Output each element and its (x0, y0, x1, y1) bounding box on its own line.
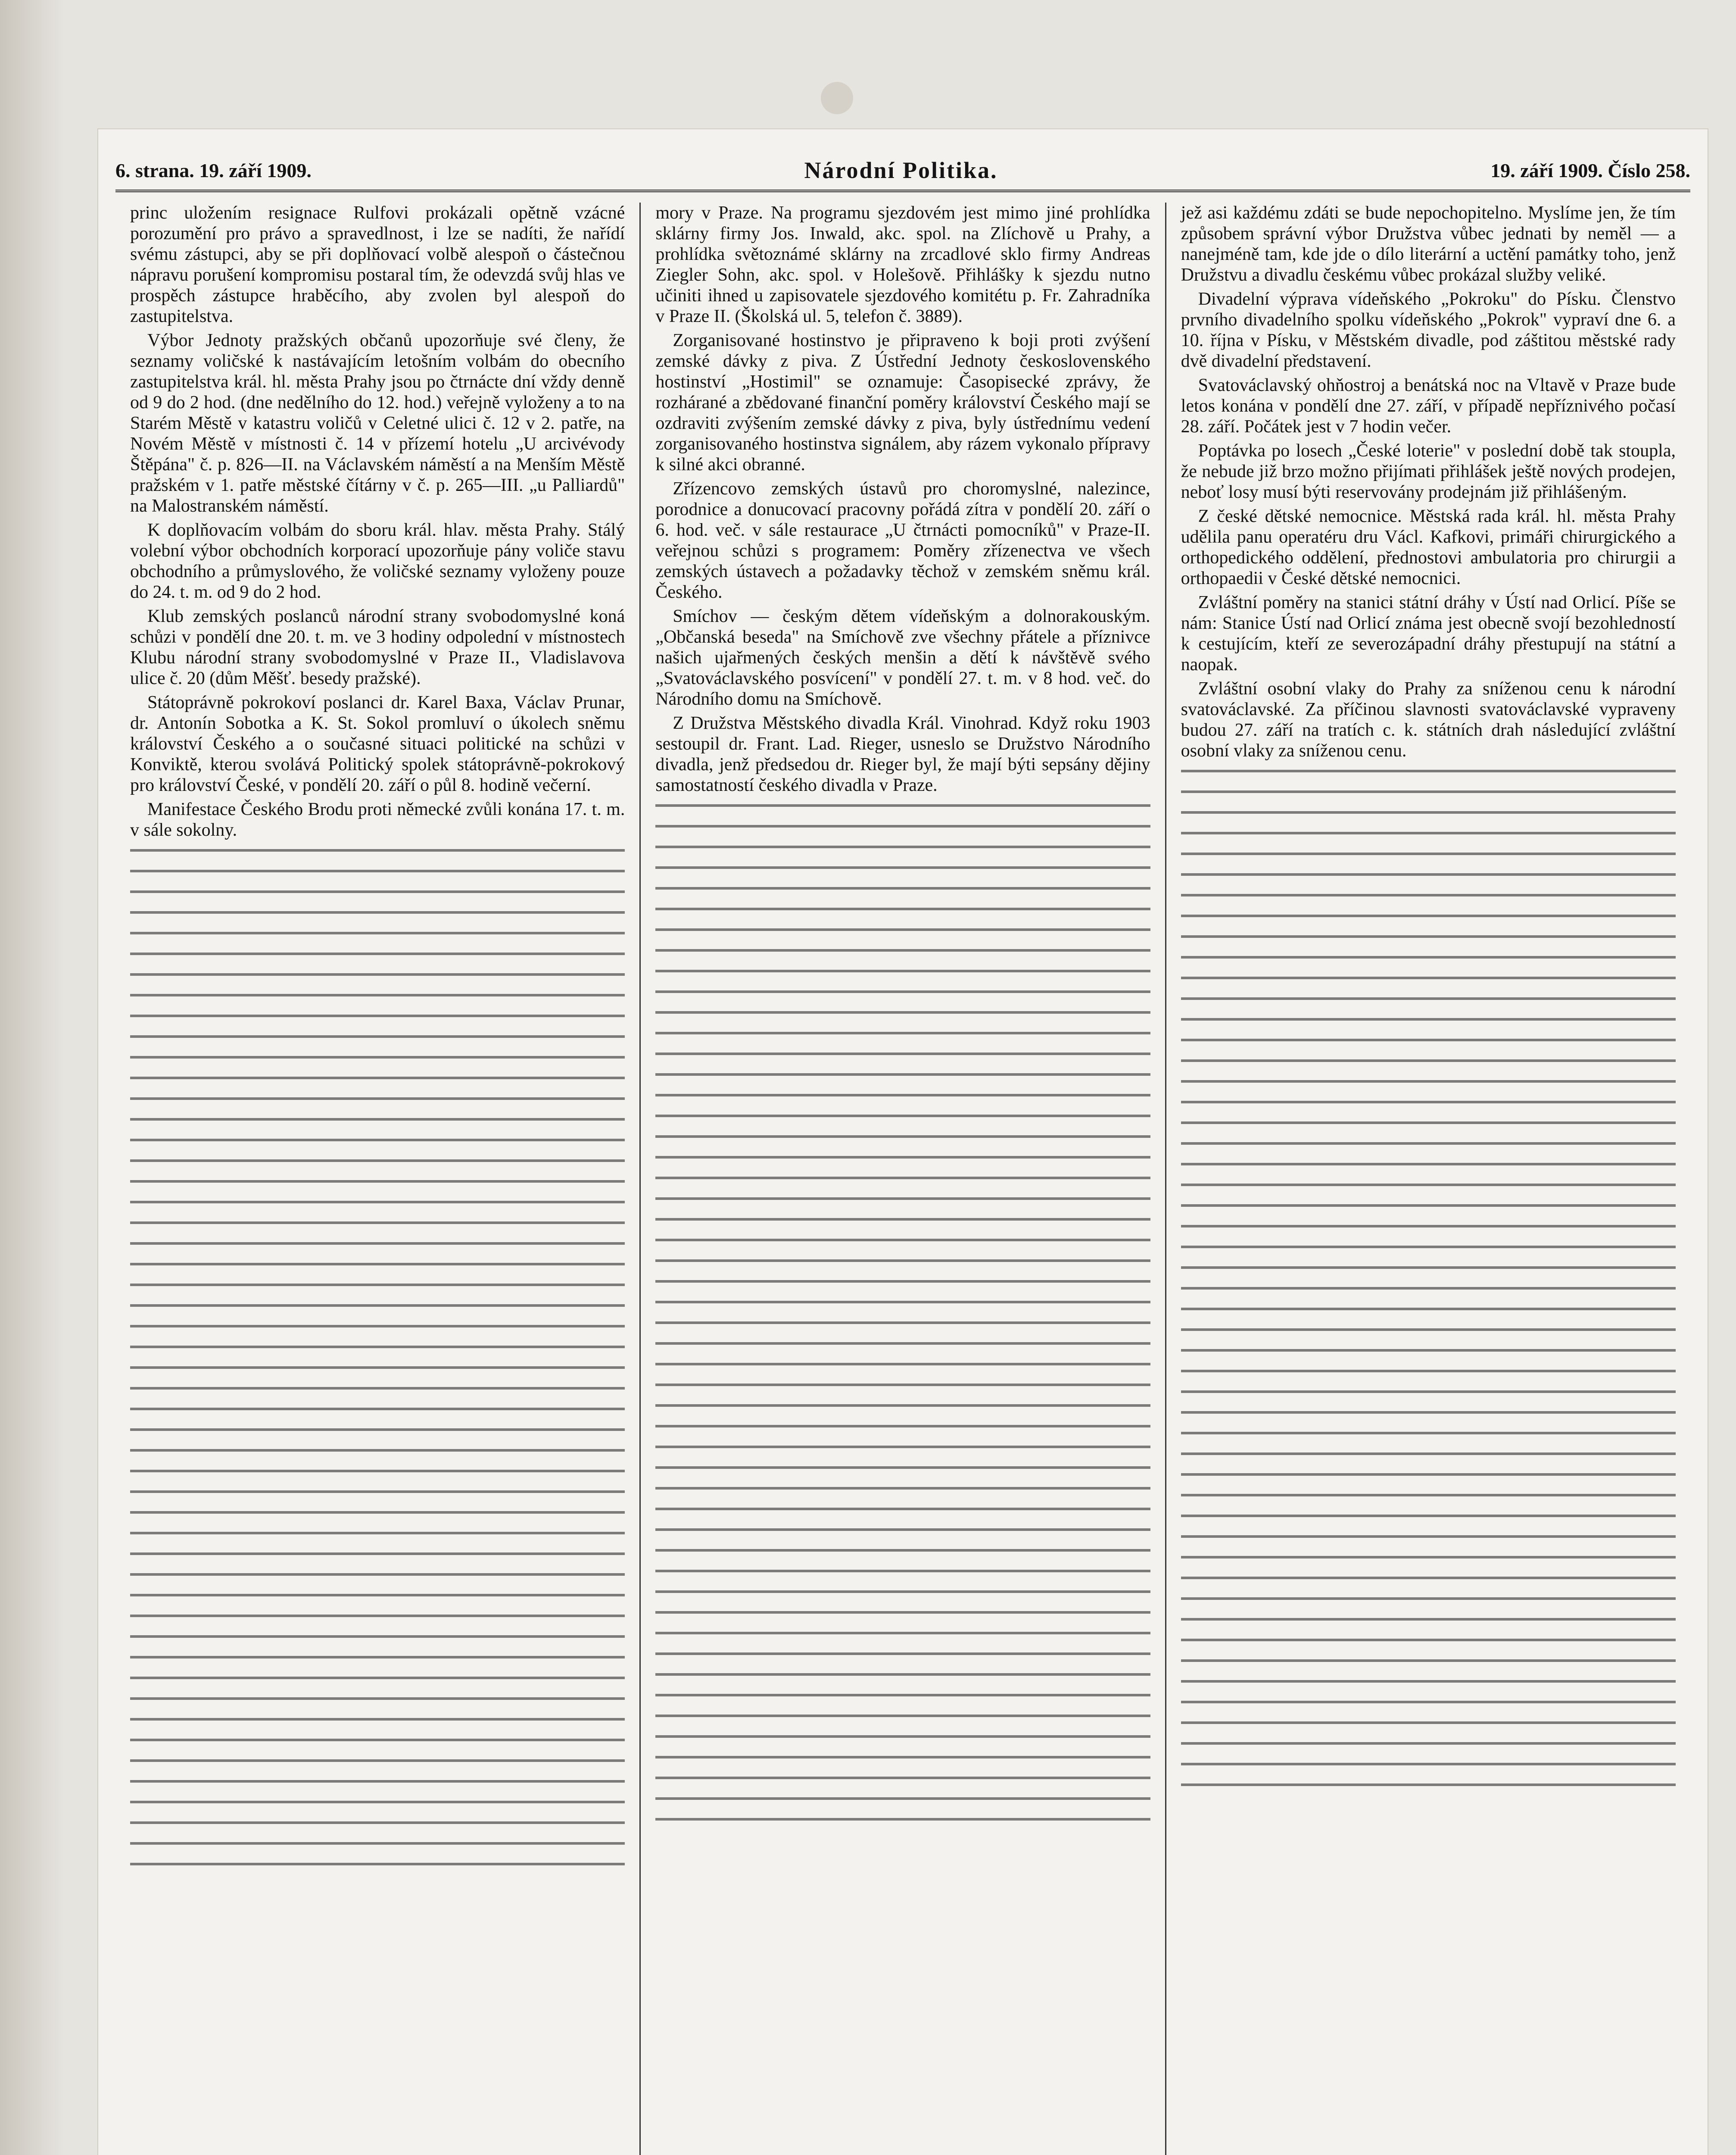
paragraph: Manifestace Českého Brodu proti německé zvůli konána 17. t. m. v sále sokolny. (130, 800, 625, 840)
article-columns (115, 203, 1690, 2155)
column-1 (115, 203, 639, 2155)
paragraph: Zorganisované hostinstvo je připraveno k boji proti zvýšení zemské dávky z piva. Z Ústřední Jednoty československého hostinství „Hostimil" se oznamuje: Časopisecké zprávy, že rozhárané a zbědované finanční poměry království Českého mají se ozdraviti zvýšením zemské dávky z piva, byly ústřednímu vedení zorganisovaného hostinstva signálem, aby rázem vykonalo přípravy k silné akci obranné. (655, 331, 1150, 475)
paragraph: Svatováclavský ohňostroj a benátská noc na Vltavě v Praze bude letos konána v pondělí dne 27. září, v případě nepříznivého počasí 28. září. Počátek jest v 7 hodin večer. (1181, 375, 1676, 437)
paragraph: Z Družstva Městského divadla Král. Vinohrad. Když roku 1903 sestoupil dr. Frant. Lad. Rieger, usneslo se Družstvo Národního divadla, jenž předsedou dr. Rieger byl, že mají býti sepsány dějiny samostatností českého divadla v Praze. (655, 713, 1150, 795)
paragraph: Výbor Jednoty pražských občanů upozorňuje své členy, že seznamy voličské k nastávajícím letošním volbám do obecního zastupitelstva král. hl. města Prahy jsou po čtrnácte dní vždy denně od 9 do 2 hod. (dne nedělního do 12. hod.) veřejně vyloženy a to na Starém Městě v katastru voličů v Celetné ulici č. 12 v 2. patře, na Novém Městě v místnosti č. 14 v přízemí hotelu „U arcivévody Štěpána" č. p. 826—II. na Václavském náměstí a na Menším Městě pražském v 1. patře městské čítárny v č. p. 265—III. „u Palliardů" na Malostranském náměstí. (130, 331, 625, 516)
paragraph: princ uložením resignace Rulfovi prokázali opětně vzácné porozumění pro právo a spravedlnost, i lze se nadíti, že nařídí svému zástupci, aby se při doplňovací volbě alespoň o částečnou nápravu porušení kompromisu postaral tím, že odevzdá svůj hlas ve prospěch zástupce hraběcího, aby zvolen byl alespoň do zastupitelstva. (130, 203, 625, 326)
paper-hole (821, 82, 853, 114)
paragraph: Zvláštní osobní vlaky do Prahy za sníženou cenu k národní svatováclavské. Za příčinou slavnosti svatováclavské vypraveny budou 27. září na tratích c. k. státních drah následující zvláštní osobní vlaky za sníženou cenu. (1181, 679, 1676, 761)
paragraph: Poptávka po losech „České loterie" v poslední době tak stoupla, že nebude již brzo možno přijímati přihlášek ještě nových prodejen, neboť losy musí býti reservovány prodejnám již přihlášeným. (1181, 441, 1676, 502)
paragraph: Zřízencovo zemských ústavů pro choromyslné, nalezince, porodnice a donucovací pracovny pořádá zítra v pondělí 20. září o 6. hod. več. v sále restaurace „U čtrnácti pomocníků" v Praze-II. veřejnou schůzi s programem: Poměry zřízenectva ve všech zemských ústavech a požadavky těchož v zemském sněmu král. Českého. (655, 479, 1150, 602)
column-2 (639, 203, 1165, 2155)
illegible-text-lines (1181, 770, 1676, 1804)
paragraph: Divadelní výprava vídeňského „Pokroku" do Písku. Členstvo prvního divadelního spolku vídeňského „Pokrok" vypraví dne 6. a 10. října v Písku, v Městském divadle, pod záštitou městské rady dvě divadelní představení. (1181, 289, 1676, 371)
illegible-text-lines (655, 804, 1150, 1839)
paragraph: Klub zemských poslanců národní strany svobodomyslné koná schůzi v pondělí dne 20. t. m. ve 3 hodiny odpolední v místnostech Klubu národní strany svobodomyslné v Praze II., Vladislavova ulice č. 20 (dům Měšť. besedy pražské). (130, 606, 625, 688)
page-header (115, 151, 1690, 192)
illegible-text-lines (130, 849, 625, 1883)
scan-margin (0, 0, 65, 2155)
paragraph: Z české dětské nemocnice. Městská rada král. hl. města Prahy udělila panu operatéru dru Václ. Kafkovi, primáři chirurgického a orthopedického oddělení, přednostovi ambulatoria pro chirurgii a orthopaedii v České dětské nemocnici. (1181, 506, 1676, 588)
paragraph: Státoprávně pokrokoví poslanci dr. Karel Baxa, Václav Prunar, dr. Antonín Sobotka a K. St. Sokol promluví o úkolech sněmu království Českého a o současné situaci politické na schůzi v Konviktě, kterou svolává Politický spolek státoprávně-pokrokový pro království České, v pondělí 20. září o půl 8. hodině večerní. (130, 693, 625, 795)
paragraph: K doplňovacím volbám do sboru král. hlav. města Prahy. Stálý volební výbor obchodních korporací upozorňuje pány voliče stavu obchodního a průmyslového, že voličské seznamy vyloženy pouze do 24. t. m. od 9 do 2 hod. (130, 520, 625, 602)
paragraph: jež asi každému zdáti se bude nepochopitelno. Myslíme jen, že tím způsobem správní výbor Družstva vůbec jednati by neměl — a nanejméně tam, kde jde o dílo literární a uctění památky toho, jenž Družstvu a divadlu českému vůbec prokázal služby veliké. (1181, 203, 1676, 285)
paragraph: mory v Praze. Na programu sjezdovém jest mimo jiné prohlídka sklárny firmy Jos. Inwald, akc. spol. na Zlíchově u Prahy, a prohlídka světoznámé sklárny na zrcadlové sklo firmy Andreas Ziegler Sohn, akc. spol. v Holešově. Přihlášky k sjezdu nutno učiniti ihned u zapisovatele sjezdového komitétu p. Fr. Zahradníka v Praze II. (Školská ul. 5, telefon č. 3889). (655, 203, 1150, 326)
column-3 (1165, 203, 1690, 2155)
newspaper-title: Národní Politika. (804, 157, 998, 183)
newspaper-page (98, 129, 1708, 2155)
page-number-right: 19. září 1909. Číslo 258. (1490, 159, 1690, 181)
page-number-left: 6. strana. 19. září 1909. (115, 159, 312, 181)
paragraph: Smíchov — českým dětem vídeňským a dolnorakouským. „Občanská beseda" na Smíchově zve všechny přátele a příznivce našich ujařmených českých menšin a dětí k návštěvě svého „Svatováclavského posvícení" v pondělí 27. t. m. v 8 hod. več. do Národního domu na Smíchově. (655, 606, 1150, 709)
paragraph: Zvláštní poměry na stanici státní dráhy v Ústí nad Orlicí. Píše se nám: Stanice Ústí nad Orlicí známa jest obecně svojí bezohledností k cestujícím, kteří ze severozápadní dráhy přestupují na státní a naopak. (1181, 593, 1676, 675)
